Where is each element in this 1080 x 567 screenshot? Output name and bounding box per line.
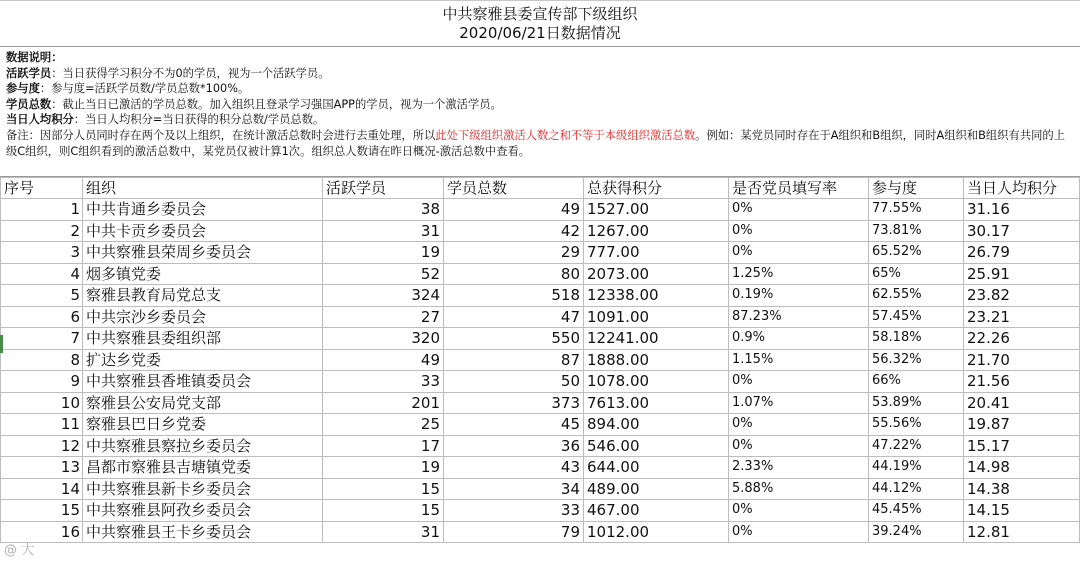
cell-org[interactable]: 烟多镇党委 xyxy=(83,263,323,285)
cell-total[interactable]: 373 xyxy=(444,392,584,414)
cell-points[interactable]: 1267.00 xyxy=(584,220,729,242)
cell-active[interactable]: 25 xyxy=(323,414,444,436)
cell-active[interactable]: 49 xyxy=(323,349,444,371)
org-stats-table xyxy=(0,177,1080,543)
cell-index[interactable]: 12 xyxy=(1,435,83,457)
cell-active[interactable]: 15 xyxy=(323,500,444,522)
data-notes xyxy=(0,47,1080,177)
table-row[interactable] xyxy=(1,306,1080,328)
table-row[interactable] xyxy=(1,414,1080,436)
cell-participation[interactable]: 73.81% xyxy=(869,220,964,242)
cell-active[interactable]: 38 xyxy=(323,199,444,221)
cell-party-rate[interactable]: 1.15% xyxy=(729,349,869,371)
col-header-active[interactable]: 活跃学员 xyxy=(323,178,444,199)
page-subtitle: 2020/06/21日数据情况 xyxy=(459,24,621,42)
col-header-average[interactable]: 当日人均积分 xyxy=(964,178,1080,199)
cell-participation[interactable]: 47.22% xyxy=(869,435,964,457)
cell-average[interactable]: 14.15 xyxy=(964,500,1080,522)
cell-org[interactable]: 察雅县教育局党总支 xyxy=(83,285,323,307)
table-row[interactable] xyxy=(1,371,1080,393)
cell-org[interactable]: 中共宗沙乡委员会 xyxy=(83,306,323,328)
note-line-active: 活跃学员：当日获得学习积分不为0的学员，视为一个活跃学员。 xyxy=(6,66,330,80)
cell-index[interactable]: 1 xyxy=(1,199,83,221)
cell-participation[interactable]: 57.45% xyxy=(869,306,964,328)
cell-index[interactable]: 16 xyxy=(1,521,83,543)
col-header-participation[interactable]: 参与度 xyxy=(869,178,964,199)
cell-points[interactable]: 12241.00 xyxy=(584,328,729,350)
page-title: 中共察雅县委宣传部下级组织 xyxy=(442,5,638,23)
cell-org[interactable]: 中共卡贡乡委员会 xyxy=(83,220,323,242)
cell-total[interactable]: 80 xyxy=(444,263,584,285)
cell-total[interactable]: 34 xyxy=(444,478,584,500)
cell-total[interactable]: 550 xyxy=(444,328,584,350)
cell-active[interactable]: 320 xyxy=(323,328,444,350)
col-header-points[interactable]: 总获得积分 xyxy=(584,178,729,199)
cell-party-rate[interactable]: 0% xyxy=(729,220,869,242)
table-row[interactable] xyxy=(1,349,1080,371)
cell-participation[interactable]: 58.18% xyxy=(869,328,964,350)
cell-org[interactable]: 中共察雅县荣周乡委员会 xyxy=(83,242,323,264)
table-row[interactable] xyxy=(1,457,1080,479)
cell-participation[interactable]: 65% xyxy=(869,263,964,285)
cell-participation[interactable]: 62.55% xyxy=(869,285,964,307)
cell-points[interactable]: 12338.00 xyxy=(584,285,729,307)
cell-average[interactable]: 14.98 xyxy=(964,457,1080,479)
cell-total[interactable]: 42 xyxy=(444,220,584,242)
cell-average[interactable]: 31.16 xyxy=(964,199,1080,221)
cell-index[interactable]: 5 xyxy=(1,285,83,307)
table-row[interactable] xyxy=(1,220,1080,242)
table-header-row xyxy=(1,178,1080,199)
cell-index[interactable]: 9 xyxy=(1,371,83,393)
note-line-participation: 参与度：参与度=活跃学员数/学员总数*100%。 xyxy=(6,82,250,96)
cell-org[interactable]: 中共察雅县王卡乡委员会 xyxy=(83,521,323,543)
cell-org[interactable]: 察雅县公安局党支部 xyxy=(83,392,323,414)
cell-org[interactable]: 中共肯通乡委员会 xyxy=(83,199,323,221)
cell-points[interactable]: 1527.00 xyxy=(584,199,729,221)
cell-org[interactable]: 中共察雅县新卡乡委员会 xyxy=(83,478,323,500)
note-line-average: 当日人均积分：当日人均积分=当日获得的积分总数/学员总数。 xyxy=(6,113,325,127)
col-header-party-rate[interactable]: 是否党员填写率 xyxy=(729,178,869,199)
cell-points[interactable]: 1078.00 xyxy=(584,371,729,393)
cell-active[interactable]: 27 xyxy=(323,306,444,328)
cell-party-rate[interactable]: 0% xyxy=(729,521,869,543)
col-header-index[interactable]: 序号 xyxy=(1,178,83,199)
cell-total[interactable]: 79 xyxy=(444,521,584,543)
cell-party-rate[interactable]: 1.25% xyxy=(729,263,869,285)
cell-average[interactable]: 21.70 xyxy=(964,349,1080,371)
cell-points[interactable]: 467.00 xyxy=(584,500,729,522)
table-row[interactable] xyxy=(1,435,1080,457)
cell-party-rate[interactable]: 2.33% xyxy=(729,457,869,479)
cell-active[interactable]: 19 xyxy=(323,242,444,264)
cell-org[interactable]: 昌都市察雅县吉塘镇党委 xyxy=(83,457,323,479)
cell-party-rate[interactable]: 0% xyxy=(729,242,869,264)
notes-header: 数据说明： xyxy=(6,51,63,64)
cell-points[interactable]: 1091.00 xyxy=(584,306,729,328)
cell-points[interactable]: 1888.00 xyxy=(584,349,729,371)
cell-participation[interactable]: 56.32% xyxy=(869,349,964,371)
cell-party-rate[interactable]: 5.88% xyxy=(729,478,869,500)
cell-party-rate[interactable]: 0% xyxy=(729,199,869,221)
cell-org[interactable]: 中共察雅县察拉乡委员会 xyxy=(83,435,323,457)
cell-points[interactable]: 644.00 xyxy=(584,457,729,479)
cell-average[interactable]: 30.17 xyxy=(964,220,1080,242)
table-row[interactable] xyxy=(1,328,1080,350)
cell-selection-marker xyxy=(0,335,3,353)
cell-org[interactable]: 中共察雅县阿孜乡委员会 xyxy=(83,500,323,522)
cell-participation[interactable]: 44.19% xyxy=(869,457,964,479)
cell-total[interactable]: 518 xyxy=(444,285,584,307)
cell-party-rate[interactable]: 0% xyxy=(729,371,869,393)
cell-party-rate[interactable]: 0% xyxy=(729,435,869,457)
cell-index[interactable]: 6 xyxy=(1,306,83,328)
cell-average[interactable]: 19.87 xyxy=(964,414,1080,436)
cell-average[interactable]: 14.38 xyxy=(964,478,1080,500)
cell-points[interactable]: 894.00 xyxy=(584,414,729,436)
cell-points[interactable]: 546.00 xyxy=(584,435,729,457)
cell-participation[interactable]: 66% xyxy=(869,371,964,393)
cell-total[interactable]: 50 xyxy=(444,371,584,393)
cell-total[interactable]: 87 xyxy=(444,349,584,371)
cell-index[interactable]: 8 xyxy=(1,349,83,371)
cell-active[interactable]: 19 xyxy=(323,457,444,479)
cell-total[interactable]: 49 xyxy=(444,199,584,221)
title-block xyxy=(0,1,1080,47)
cell-participation[interactable]: 53.89% xyxy=(869,392,964,414)
cell-participation[interactable]: 44.12% xyxy=(869,478,964,500)
cell-total[interactable]: 33 xyxy=(444,500,584,522)
cell-party-rate[interactable]: 0% xyxy=(729,500,869,522)
table-row[interactable] xyxy=(1,392,1080,414)
cell-active[interactable]: 33 xyxy=(323,371,444,393)
cell-index[interactable]: 11 xyxy=(1,414,83,436)
cell-participation[interactable]: 55.56% xyxy=(869,414,964,436)
col-header-total[interactable]: 学员总数 xyxy=(444,178,584,199)
watermark: @ 大 xyxy=(4,543,35,558)
cell-points[interactable]: 777.00 xyxy=(584,242,729,264)
cell-active[interactable]: 17 xyxy=(323,435,444,457)
cell-index[interactable]: 15 xyxy=(1,500,83,522)
table-row[interactable] xyxy=(1,285,1080,307)
note-remark: 备注：因部分人员同时存在两个及以上组织，在统计激活总数时会进行去重处理，所以此处下级组织激活人数之和不等于本级组织激活总数。例如：某党员同时存在于A组织和B组织，同时A组织和B组织有共同的上级C组织，则C组织看到的激活总数中，某党员仅被计算1次。组织总人数请在昨日概况-激活总数中查看。 xyxy=(6,128,1066,158)
cell-average[interactable]: 26.79 xyxy=(964,242,1080,264)
table-row[interactable] xyxy=(1,500,1080,522)
cell-average[interactable]: 25.91 xyxy=(964,263,1080,285)
cell-average[interactable]: 22.26 xyxy=(964,328,1080,350)
cell-index[interactable]: 10 xyxy=(1,392,83,414)
table-row[interactable] xyxy=(1,263,1080,285)
cell-average[interactable]: 15.17 xyxy=(964,435,1080,457)
cell-total[interactable]: 47 xyxy=(444,306,584,328)
cell-party-rate[interactable]: 0.19% xyxy=(729,285,869,307)
cell-index[interactable]: 7 xyxy=(1,328,83,350)
cell-active[interactable]: 31 xyxy=(323,220,444,242)
note-line-total: 学员总数：截止当日已激活的学员总数。加入组织且登录学习强国APP的学员，视为一个激活学员。 xyxy=(6,97,502,111)
cell-party-rate[interactable]: 0.9% xyxy=(729,328,869,350)
cell-org[interactable]: 中共察雅县委组织部 xyxy=(83,328,323,350)
cell-active[interactable]: 52 xyxy=(323,263,444,285)
cell-total[interactable]: 29 xyxy=(444,242,584,264)
cell-party-rate[interactable]: 1.07% xyxy=(729,392,869,414)
cell-party-rate[interactable]: 0% xyxy=(729,414,869,436)
cell-points[interactable]: 489.00 xyxy=(584,478,729,500)
col-header-org[interactable]: 组织 xyxy=(83,178,323,199)
table-row[interactable] xyxy=(1,242,1080,264)
cell-total[interactable]: 36 xyxy=(444,435,584,457)
cell-average[interactable]: 23.21 xyxy=(964,306,1080,328)
cell-index[interactable]: 14 xyxy=(1,478,83,500)
cell-org[interactable]: 察雅县巴日乡党委 xyxy=(83,414,323,436)
cell-points[interactable]: 1012.00 xyxy=(584,521,729,543)
cell-party-rate[interactable]: 87.23% xyxy=(729,306,869,328)
table-row[interactable] xyxy=(1,521,1080,543)
cell-total[interactable]: 45 xyxy=(444,414,584,436)
cell-average[interactable]: 21.56 xyxy=(964,371,1080,393)
cell-points[interactable]: 2073.00 xyxy=(584,263,729,285)
cell-active[interactable]: 31 xyxy=(323,521,444,543)
cell-average[interactable]: 12.81 xyxy=(964,521,1080,543)
cell-index[interactable]: 2 xyxy=(1,220,83,242)
cell-active[interactable]: 201 xyxy=(323,392,444,414)
cell-index[interactable]: 4 xyxy=(1,263,83,285)
cell-average[interactable]: 23.82 xyxy=(964,285,1080,307)
cell-participation[interactable]: 39.24% xyxy=(869,521,964,543)
cell-total[interactable]: 43 xyxy=(444,457,584,479)
cell-participation[interactable]: 45.45% xyxy=(869,500,964,522)
cell-active[interactable]: 324 xyxy=(323,285,444,307)
cell-index[interactable]: 3 xyxy=(1,242,83,264)
cell-participation[interactable]: 65.52% xyxy=(869,242,964,264)
table-row[interactable] xyxy=(1,199,1080,221)
cell-active[interactable]: 15 xyxy=(323,478,444,500)
cell-index[interactable]: 13 xyxy=(1,457,83,479)
table-row[interactable] xyxy=(1,478,1080,500)
cell-participation[interactable]: 77.55% xyxy=(869,199,964,221)
cell-org[interactable]: 中共察雅县香堆镇委员会 xyxy=(83,371,323,393)
cell-points[interactable]: 7613.00 xyxy=(584,392,729,414)
cell-average[interactable]: 20.41 xyxy=(964,392,1080,414)
cell-org[interactable]: 扩达乡党委 xyxy=(83,349,323,371)
